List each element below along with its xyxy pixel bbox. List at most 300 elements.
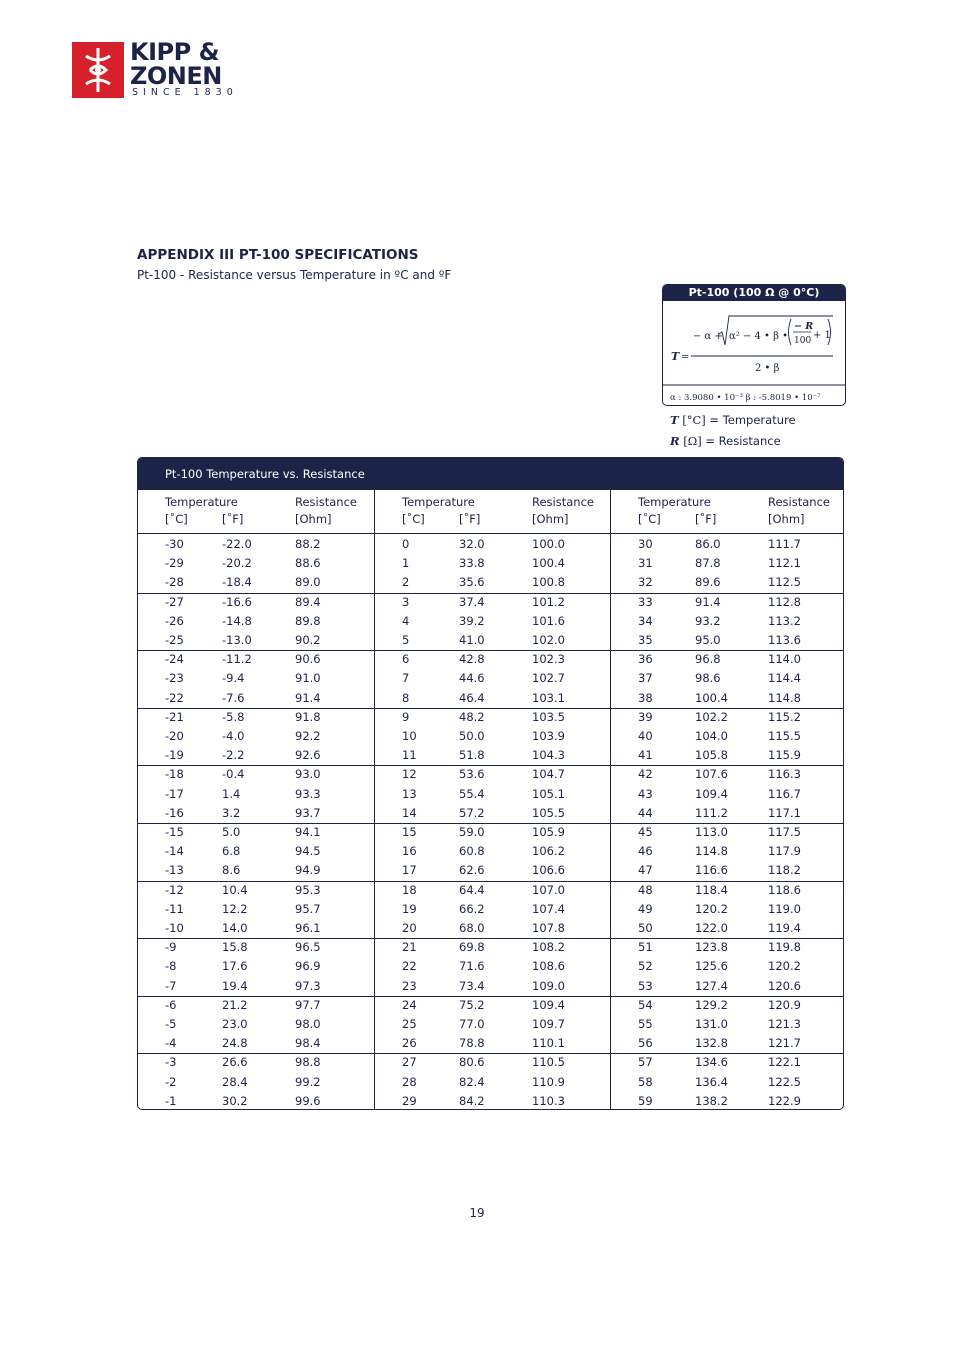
header-temperature: Temperature — [638, 495, 711, 509]
cell-resistance: 94.1 — [295, 825, 321, 839]
cell-resistance: 90.2 — [295, 633, 321, 647]
cell-celsius: 39 — [638, 709, 653, 724]
table-row — [611, 977, 844, 996]
cell-resistance: 113.6 — [768, 633, 801, 647]
cell-fahrenheit: 105.8 — [695, 748, 728, 763]
table-title: Pt-100 Temperature vs. Resistance — [138, 458, 843, 490]
cell-fahrenheit: 93.2 — [695, 613, 721, 628]
header-unit-celsius: [˚C] — [402, 512, 425, 526]
cell-celsius: -14 — [165, 844, 184, 859]
cell-celsius: 40 — [638, 729, 653, 743]
cell-resistance: 120.9 — [768, 997, 801, 1012]
table-row — [375, 746, 611, 765]
cell-fahrenheit: 6.8 — [222, 844, 241, 859]
formula-box — [662, 284, 846, 406]
cell-celsius: -6 — [165, 997, 177, 1012]
cell-fahrenheit: 120.2 — [695, 901, 728, 916]
cell-celsius: 29 — [402, 1093, 417, 1108]
cell-resistance: 119.4 — [768, 921, 801, 935]
cell-resistance: 117.1 — [768, 805, 801, 820]
table-row — [611, 631, 844, 650]
cell-resistance: 103.9 — [532, 729, 565, 743]
cell-resistance: 108.2 — [532, 940, 565, 955]
header-resistance: Resistance — [295, 495, 357, 509]
cell-resistance: 105.9 — [532, 825, 565, 839]
cell-fahrenheit: 41.0 — [459, 633, 485, 647]
header-unit-fahrenheit: [˚F] — [222, 512, 244, 526]
header-resistance: Resistance — [768, 495, 830, 509]
table-row — [611, 765, 844, 784]
cell-fahrenheit: 132.8 — [695, 1036, 728, 1051]
cell-celsius: -27 — [165, 594, 184, 609]
cell-celsius: 9 — [402, 709, 410, 724]
header-unit-ohm: [Ohm] — [295, 512, 332, 526]
table-row — [138, 1034, 374, 1053]
cell-fahrenheit: 26.6 — [222, 1055, 248, 1070]
cell-resistance: 117.5 — [768, 825, 801, 839]
cell-resistance: 88.6 — [295, 556, 321, 571]
cell-resistance: 116.3 — [768, 767, 801, 782]
cell-celsius: 52 — [638, 959, 653, 974]
table-row — [375, 573, 611, 592]
cell-resistance: 122.9 — [768, 1093, 801, 1108]
cell-fahrenheit: 69.8 — [459, 940, 485, 955]
table-row — [375, 708, 611, 727]
table-row — [375, 1053, 611, 1072]
cell-fahrenheit: 15.8 — [222, 940, 248, 955]
cell-celsius: 42 — [638, 767, 653, 782]
cell-resistance: 111.7 — [768, 537, 801, 551]
cell-fahrenheit: 78.8 — [459, 1036, 485, 1051]
cell-celsius: 12 — [402, 767, 417, 782]
table-row — [611, 804, 844, 823]
svg-text:− R: − R — [794, 321, 814, 332]
cell-resistance: 116.7 — [768, 786, 801, 801]
cell-resistance: 115.9 — [768, 748, 801, 763]
cell-fahrenheit: 1.4 — [222, 786, 241, 801]
cell-fahrenheit: 53.6 — [459, 767, 485, 782]
cell-fahrenheit: 73.4 — [459, 978, 485, 993]
cell-celsius: 34 — [638, 613, 653, 628]
cell-resistance: 104.3 — [532, 748, 565, 763]
cell-celsius: -16 — [165, 805, 184, 820]
header-temperature: Temperature — [402, 495, 475, 509]
cell-resistance: 104.7 — [532, 767, 565, 782]
cell-celsius: 0 — [402, 537, 410, 551]
cell-celsius: 19 — [402, 901, 417, 916]
table-row — [611, 612, 844, 631]
header-divider — [611, 533, 844, 534]
cell-celsius: -23 — [165, 671, 184, 686]
cell-celsius: 6 — [402, 652, 410, 667]
cell-resistance: 120.6 — [768, 978, 801, 993]
table-row — [611, 689, 844, 708]
cell-fahrenheit: 14.0 — [222, 921, 248, 935]
cell-fahrenheit: 104.0 — [695, 729, 728, 743]
table-row — [375, 823, 611, 842]
cell-fahrenheit: 131.0 — [695, 1017, 728, 1031]
cell-resistance: 92.2 — [295, 729, 321, 743]
cell-resistance: 121.3 — [768, 1017, 801, 1031]
cell-celsius: -12 — [165, 882, 184, 897]
cell-celsius: 20 — [402, 921, 417, 935]
logo-tagline: SINCE 1830 — [132, 87, 238, 98]
table-row — [138, 727, 374, 746]
cell-celsius: -22 — [165, 690, 184, 705]
table-row — [611, 823, 844, 842]
table-row — [611, 900, 844, 919]
cell-fahrenheit: 64.4 — [459, 882, 485, 897]
cell-resistance: 109.7 — [532, 1017, 565, 1031]
cell-fahrenheit: -5.8 — [222, 709, 245, 724]
cell-fahrenheit: 12.2 — [222, 901, 248, 916]
cell-fahrenheit: -20.2 — [222, 556, 252, 571]
logo-wordmark: KIPP & ZONEN — [130, 38, 222, 90]
cell-celsius: 23 — [402, 978, 417, 993]
cell-fahrenheit: 80.6 — [459, 1055, 485, 1070]
cell-celsius: 16 — [402, 844, 417, 859]
table-row — [138, 1015, 374, 1034]
cell-fahrenheit: 59.0 — [459, 825, 485, 839]
svg-text:− α +: − α + — [693, 331, 723, 342]
table-row — [375, 861, 611, 880]
header-divider — [375, 533, 611, 534]
cell-celsius: 10 — [402, 729, 417, 743]
cell-fahrenheit: 5.0 — [222, 825, 241, 839]
header-resistance: Resistance — [532, 495, 594, 509]
cell-fahrenheit: 116.6 — [695, 863, 728, 878]
cell-fahrenheit: 24.8 — [222, 1036, 248, 1051]
cell-resistance: 93.3 — [295, 786, 321, 801]
cell-resistance: 99.6 — [295, 1093, 321, 1108]
cell-fahrenheit: 77.0 — [459, 1017, 485, 1031]
cell-celsius: 17 — [402, 863, 417, 878]
svg-text:α² − 4 • β •: α² − 4 • β • — [729, 331, 788, 342]
cell-celsius: -20 — [165, 729, 184, 743]
cell-celsius: -29 — [165, 556, 184, 571]
cell-fahrenheit: 138.2 — [695, 1093, 728, 1108]
cell-resistance: 122.5 — [768, 1074, 801, 1089]
cell-fahrenheit: 113.0 — [695, 825, 728, 839]
cell-resistance: 91.4 — [295, 690, 321, 705]
cell-resistance: 115.5 — [768, 729, 801, 743]
table-row — [138, 785, 374, 804]
table-row — [375, 1015, 611, 1034]
table-row — [138, 842, 374, 861]
header-unit-ohm: [Ohm] — [768, 512, 805, 526]
cell-celsius: -2 — [165, 1074, 177, 1089]
table-row — [375, 727, 611, 746]
cell-resistance: 121.7 — [768, 1036, 801, 1051]
cell-resistance: 98.0 — [295, 1017, 321, 1031]
cell-fahrenheit: -4.0 — [222, 729, 245, 743]
cell-fahrenheit: 82.4 — [459, 1074, 485, 1089]
cell-celsius: 56 — [638, 1036, 653, 1051]
cell-fahrenheit: 17.6 — [222, 959, 248, 974]
table-row — [138, 554, 374, 573]
cell-resistance: 101.2 — [532, 594, 565, 609]
table-row — [375, 1034, 611, 1053]
cell-fahrenheit: -22.0 — [222, 537, 252, 551]
table-row — [138, 900, 374, 919]
cell-resistance: 106.2 — [532, 844, 565, 859]
cell-fahrenheit: 21.2 — [222, 997, 248, 1012]
cell-celsius: -21 — [165, 709, 184, 724]
cell-resistance: 118.2 — [768, 863, 801, 878]
table-row — [611, 708, 844, 727]
cell-fahrenheit: 136.4 — [695, 1074, 728, 1089]
cell-celsius: 41 — [638, 748, 653, 763]
cell-resistance: 108.6 — [532, 959, 565, 974]
table-row — [138, 650, 374, 669]
cell-celsius: -24 — [165, 652, 184, 667]
cell-celsius: -25 — [165, 633, 184, 647]
cell-fahrenheit: 60.8 — [459, 844, 485, 859]
cell-resistance: 107.4 — [532, 901, 565, 916]
cell-fahrenheit: 118.4 — [695, 882, 728, 897]
table-row — [138, 919, 374, 938]
table-row — [138, 708, 374, 727]
table-row — [611, 957, 844, 976]
cell-celsius: 50 — [638, 921, 653, 935]
table-row — [375, 919, 611, 938]
header-divider — [138, 533, 374, 534]
table-row — [611, 785, 844, 804]
cell-fahrenheit: -16.6 — [222, 594, 252, 609]
formula-title: Pt-100 (100 Ω @ 0°C) — [663, 285, 845, 301]
cell-fahrenheit: 123.8 — [695, 940, 728, 955]
cell-fahrenheit: 10.4 — [222, 882, 248, 897]
pt100-formula — [663, 301, 845, 405]
cell-resistance: 114.4 — [768, 671, 801, 686]
table-row — [375, 881, 611, 900]
cell-fahrenheit: 95.0 — [695, 633, 721, 647]
cell-resistance: 110.1 — [532, 1036, 565, 1051]
cell-resistance: 94.9 — [295, 863, 321, 878]
cell-resistance: 93.7 — [295, 805, 321, 820]
cell-celsius: 38 — [638, 690, 653, 705]
cell-fahrenheit: -2.2 — [222, 748, 245, 763]
header-unit-celsius: [˚C] — [638, 512, 661, 526]
table-row — [611, 746, 844, 765]
svg-text:T: T — [671, 350, 680, 363]
cell-celsius: 21 — [402, 940, 417, 955]
cell-celsius: -17 — [165, 786, 184, 801]
cell-fahrenheit: 122.0 — [695, 921, 728, 935]
cell-celsius: 35 — [638, 633, 653, 647]
table-row — [375, 669, 611, 688]
cell-celsius: 2 — [402, 575, 410, 590]
table-row — [611, 1073, 844, 1092]
table-row — [138, 593, 374, 612]
cell-celsius: -26 — [165, 613, 184, 628]
page-title: APPENDIX III PT-100 SPECIFICATIONS — [137, 247, 419, 263]
table-row — [375, 957, 611, 976]
table-row — [611, 996, 844, 1015]
cell-resistance: 97.3 — [295, 978, 321, 993]
cell-resistance: 103.1 — [532, 690, 565, 705]
cell-resistance: 95.3 — [295, 882, 321, 897]
cell-celsius: -19 — [165, 748, 184, 763]
table-row — [138, 669, 374, 688]
cell-celsius: 3 — [402, 594, 410, 609]
cell-resistance: 95.7 — [295, 901, 321, 916]
cell-celsius: -3 — [165, 1055, 177, 1070]
cell-celsius: 44 — [638, 805, 653, 820]
cell-celsius: 54 — [638, 997, 653, 1012]
cell-resistance: 96.9 — [295, 959, 321, 974]
cell-fahrenheit: 100.4 — [695, 690, 728, 705]
table-row — [138, 1073, 374, 1092]
table-row — [375, 554, 611, 573]
table-row — [138, 804, 374, 823]
cell-fahrenheit: 8.6 — [222, 863, 241, 878]
table-group-1 — [138, 490, 374, 1109]
cell-celsius: 46 — [638, 844, 653, 859]
table-row — [611, 1092, 844, 1110]
cell-resistance: 98.4 — [295, 1036, 321, 1051]
cell-celsius: 48 — [638, 882, 653, 897]
cell-resistance: 98.8 — [295, 1055, 321, 1070]
cell-celsius: -5 — [165, 1017, 177, 1031]
cell-fahrenheit: 129.2 — [695, 997, 728, 1012]
cell-resistance: 97.7 — [295, 997, 321, 1012]
cell-resistance: 96.1 — [295, 921, 321, 935]
cell-celsius: 37 — [638, 671, 653, 686]
table-row — [375, 612, 611, 631]
cell-celsius: 7 — [402, 671, 410, 686]
page-number: 19 — [469, 1206, 485, 1220]
table-row — [375, 593, 611, 612]
cell-resistance: 90.6 — [295, 652, 321, 667]
cell-fahrenheit: 33.8 — [459, 556, 485, 571]
cell-fahrenheit: 68.0 — [459, 921, 485, 935]
cell-resistance: 120.2 — [768, 959, 801, 974]
cell-resistance: 94.5 — [295, 844, 321, 859]
cell-celsius: 57 — [638, 1055, 653, 1070]
table-row — [611, 842, 844, 861]
table-row — [138, 957, 374, 976]
logo-emblem-icon — [72, 42, 124, 98]
table-row — [138, 631, 374, 650]
cell-resistance: 112.8 — [768, 594, 801, 609]
cell-fahrenheit: 75.2 — [459, 997, 485, 1012]
table-row — [375, 765, 611, 784]
cell-celsius: 58 — [638, 1074, 653, 1089]
cell-resistance: 100.8 — [532, 575, 565, 590]
cell-resistance: 93.0 — [295, 767, 321, 782]
cell-fahrenheit: 19.4 — [222, 978, 248, 993]
table-row — [611, 727, 844, 746]
cell-celsius: -18 — [165, 767, 184, 782]
cell-resistance: 110.3 — [532, 1093, 565, 1108]
cell-celsius: 13 — [402, 786, 417, 801]
cell-fahrenheit: 87.8 — [695, 556, 721, 571]
table-row — [138, 823, 374, 842]
table-row — [375, 804, 611, 823]
cell-resistance: 107.0 — [532, 882, 565, 897]
cell-resistance: 103.5 — [532, 709, 565, 724]
cell-resistance: 92.6 — [295, 748, 321, 763]
cell-celsius: 14 — [402, 805, 417, 820]
cell-fahrenheit: 62.6 — [459, 863, 485, 878]
cell-resistance: 91.8 — [295, 709, 321, 724]
formula-constants: α : 3.9080 • 10⁻³ β : -5.8019 • 10⁻⁷ — [670, 393, 821, 403]
cell-resistance: 109.0 — [532, 978, 565, 993]
kipp-zonen-logo — [72, 38, 252, 102]
cell-fahrenheit: -18.4 — [222, 575, 252, 590]
cell-celsius: -28 — [165, 575, 184, 590]
table-row — [138, 938, 374, 957]
cell-celsius: 11 — [402, 748, 417, 763]
table-row — [611, 938, 844, 957]
cell-resistance: 91.0 — [295, 671, 321, 686]
cell-resistance: 89.0 — [295, 575, 321, 590]
pt100-table — [137, 457, 844, 1110]
cell-celsius: -10 — [165, 921, 184, 935]
cell-celsius: -15 — [165, 825, 184, 839]
table-row — [611, 861, 844, 880]
table-row — [611, 1015, 844, 1034]
cell-celsius: 28 — [402, 1074, 417, 1089]
cell-fahrenheit: 125.6 — [695, 959, 728, 974]
table-row — [375, 1073, 611, 1092]
cell-fahrenheit: 35.6 — [459, 575, 485, 590]
cell-celsius: -30 — [165, 537, 184, 551]
cell-resistance: 112.1 — [768, 556, 801, 571]
cell-resistance: 96.5 — [295, 940, 321, 955]
cell-fahrenheit: 55.4 — [459, 786, 485, 801]
cell-resistance: 102.0 — [532, 633, 565, 647]
cell-celsius: 15 — [402, 825, 417, 839]
cell-fahrenheit: 96.8 — [695, 652, 721, 667]
cell-celsius: -9 — [165, 940, 177, 955]
table-row — [375, 842, 611, 861]
table-row — [375, 1092, 611, 1110]
header-unit-celsius: [˚C] — [165, 512, 188, 526]
table-row — [375, 996, 611, 1015]
cell-celsius: 33 — [638, 594, 653, 609]
cell-resistance: 101.6 — [532, 613, 565, 628]
cell-celsius: 59 — [638, 1093, 653, 1108]
cell-resistance: 110.5 — [532, 1055, 565, 1070]
cell-resistance: 119.8 — [768, 940, 801, 955]
table-row — [138, 765, 374, 784]
table-row — [138, 1053, 374, 1072]
cell-fahrenheit: 37.4 — [459, 594, 485, 609]
table-row — [375, 535, 611, 554]
cell-fahrenheit: 46.4 — [459, 690, 485, 705]
cell-fahrenheit: 109.4 — [695, 786, 728, 801]
cell-celsius: 36 — [638, 652, 653, 667]
table-row — [375, 689, 611, 708]
cell-fahrenheit: 23.0 — [222, 1017, 248, 1031]
cell-celsius: 27 — [402, 1055, 417, 1070]
legend-resistance: R [Ω] = Resistance — [670, 434, 781, 448]
table-row — [138, 881, 374, 900]
cell-fahrenheit: 86.0 — [695, 537, 721, 551]
cell-fahrenheit: 48.2 — [459, 709, 485, 724]
cell-celsius: 25 — [402, 1017, 417, 1031]
svg-text:=: = — [681, 352, 690, 363]
cell-resistance: 105.1 — [532, 786, 565, 801]
legend-temperature: T [°C] = Temperature — [670, 413, 796, 427]
table-row — [611, 554, 844, 573]
table-row — [611, 650, 844, 669]
svg-text:+ 1: + 1 — [813, 330, 831, 341]
cell-celsius: 32 — [638, 575, 653, 590]
cell-resistance: 106.6 — [532, 863, 565, 878]
